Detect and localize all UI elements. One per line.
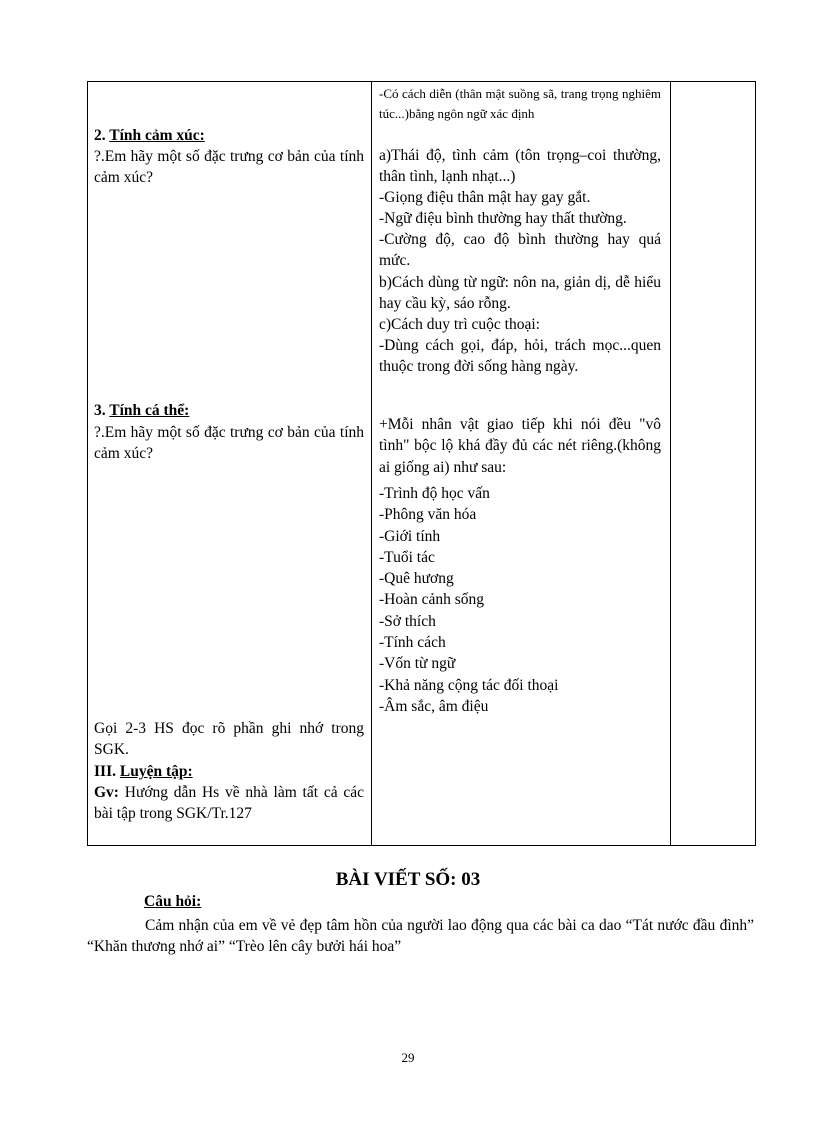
section3-heading: Tính cá thể: bbox=[109, 402, 190, 419]
maintain-conversation-item: c)Cách duy trì cuộc thoại: bbox=[379, 316, 540, 333]
practice-title bbox=[94, 761, 364, 782]
individuality-intro: +Mỗi nhân vật giao tiếp khi nói đều "vô tình" bộc lộ khá đầy đủ các nét riêng.(không ai giống ai) như sau: bbox=[379, 416, 661, 476]
trait-item: -Sở thích bbox=[379, 612, 436, 630]
column-divider-1 bbox=[371, 82, 372, 845]
practice-number: III. bbox=[94, 763, 120, 780]
trait-item: -Âm sắc, âm điệu bbox=[379, 697, 489, 715]
section2-question: ?.Em hãy một số đặc trưng cơ bản của tính cảm xúc? bbox=[94, 148, 364, 187]
word-usage-item: b)Cách dùng từ ngữ: nôn na, giản dị, dễ hiểu hay cầu kỳ, sáo rỗng. bbox=[379, 274, 661, 313]
traits-list bbox=[379, 483, 661, 717]
recall-instruction: Gọi 2-3 HS đọc rõ phần ghi nhớ trong SGK. bbox=[94, 720, 364, 759]
page-number: 29 bbox=[401, 1050, 415, 1065]
teacher-text: Hướng dẫn Hs về nhà làm tất cả các bài tập trong SGK/Tr.127 bbox=[94, 784, 364, 823]
intensity-item: -Cường độ, cao độ bình thường hay quá mức. bbox=[379, 231, 661, 270]
section2-heading: Tính cảm xúc: bbox=[109, 127, 205, 144]
trait-item: -Khả năng cộng tác đối thoại bbox=[379, 676, 559, 694]
practice-heading: Luyện tập: bbox=[119, 763, 193, 780]
trait-item: -Tuổi tác bbox=[379, 548, 435, 566]
tone-item: -Giọng điệu thân mật hay gay gắt. bbox=[379, 189, 591, 206]
lesson-table bbox=[87, 81, 756, 846]
section3-title bbox=[94, 400, 364, 421]
essay-title: BÀI VIẾT SỐ: 03 bbox=[335, 869, 481, 890]
section2-number: 2. bbox=[94, 127, 110, 144]
teacher-instruction bbox=[94, 782, 364, 825]
section3-number: 3. bbox=[94, 402, 110, 419]
trait-item: -Giới tính bbox=[379, 527, 441, 545]
section2-title bbox=[94, 125, 364, 146]
section3-question: ?.Em hãy một số đặc trưng cơ bản của tính cảm xúc? bbox=[94, 424, 364, 463]
trait-item: -Phông văn hóa bbox=[379, 506, 477, 524]
communication-manner: -Có cách diễn (thân mật suồng sã, trang trọng nghiêm túc...)bằng ngôn ngữ xác định bbox=[379, 86, 661, 121]
trait-item: -Hoàn cảnh sống bbox=[379, 591, 485, 609]
question-label: Câu hỏi: bbox=[144, 893, 202, 910]
address-reply-item: -Dùng cách gọi, đáp, hỏi, trách mọc...quen thuộc trong đời sống hàng ngày. bbox=[379, 337, 661, 376]
trait-item: -Tính cách bbox=[379, 634, 446, 652]
trait-item: -Trình độ học vấn bbox=[379, 485, 490, 502]
trait-item: -Vốn từ ngữ bbox=[379, 655, 456, 673]
teacher-label: Gv: bbox=[94, 784, 119, 801]
intonation-item: -Ngữ điệu bình thường hay thất thường. bbox=[379, 210, 627, 227]
trait-item: -Quê hương bbox=[379, 570, 454, 588]
column-divider-2 bbox=[670, 82, 671, 845]
attitude-item: a)Thái độ, tình cảm (tôn trọng–coi thường, thân tình, lạnh nhạt...) bbox=[379, 147, 661, 186]
question-text: Cảm nhận của em về vẻ đẹp tâm hồn của người lao động qua các bài ca dao “Tát nước đầu đình” “Khăn thương nhớ ai” “Trèo lên cây bưởi hái hoa” bbox=[87, 917, 754, 956]
